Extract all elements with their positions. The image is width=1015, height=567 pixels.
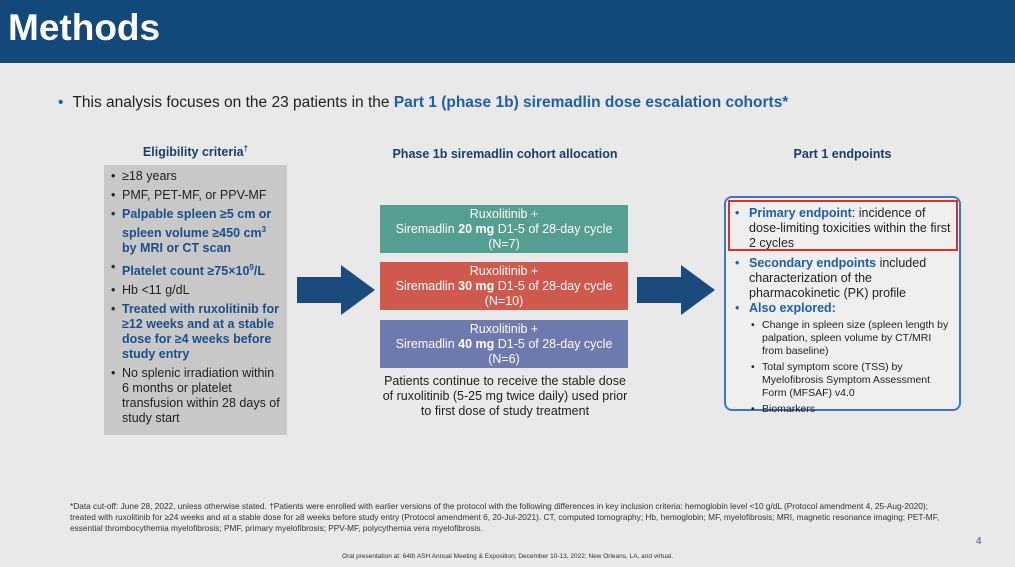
ruxolitinib-note: Patients continue to receive the stable dose of ruxolitinib (5-25 mg twice daily) used prior to first dose of study treatment	[382, 374, 628, 418]
cohort-box-40mg	[380, 320, 628, 368]
citation: Oral presentation at: 64th ASH Annual Meeting & Exposition; December 10-13, 2022; New Orleans, LA, and virtual.	[342, 553, 673, 560]
explored-item: • Change in spleen size (spleen length by palpation, spleen volume by CT/MRI from baseline)	[751, 319, 955, 358]
eligibility-item: • Hb <11 g/dL	[110, 283, 282, 298]
bullet-icon: •	[58, 94, 64, 111]
eligibility-title-text: Eligibility criteria	[142, 145, 244, 160]
eligibility-title	[104, 144, 287, 159]
intro-highlight: Part 1 (phase 1b) siremadlin dose escalation cohorts*	[393, 94, 789, 111]
endpoints-title: Part 1 endpoints	[793, 147, 892, 161]
also-explored: • Also explored:	[733, 301, 955, 316]
cohort-box-20mg	[380, 205, 628, 253]
cohort-dose-line: Siremadlin 40 mg D1-5 of 28-day cycle	[395, 337, 613, 351]
allocation-title: Phase 1b siremadlin cohort allocation	[392, 147, 618, 161]
cohort-line1: Ruxolitinib +	[469, 322, 539, 336]
footnote: *Data cut-off: June 28, 2022, unless otherwise stated. †Patients were enrolled with earlier versions of the protocol with the following differences in key inclusion criteria: hemoglobin level <10 g/dL (Protocol amendment 4, 25-Aug-2020); treated with ruxolitinib for ≥24 weeks and at a stable dose for ≥8 weeks before study entry (Protocol amendment 6, 20-Jul-2021). CT, computed tomography; Hb, hemoglobin; MF, myelofibrosis; MRI, magnetic resonance imaging; PET-MF, essential thrombocythemia myelofibrosis; PMF, primary myelofibrosis; PPV-MF, polycythemia vera myelofibrosis.	[70, 501, 940, 533]
cohort-dose-line: Siremadlin 20 mg D1-5 of 28-day cycle	[395, 222, 613, 236]
explored-item: • Total symptom score (TSS) by Myelofibrosis Symptom Assessment Form (MFSAF) v4.0	[751, 361, 955, 400]
primary-endpoint-highlight-box	[728, 200, 958, 251]
cohort-line1: Ruxolitinib +	[469, 207, 539, 221]
header-bar	[0, 0, 1015, 63]
eligibility-item: • Treated with ruxolitinib for ≥12 weeks and at a stable dose for ≥4 weeks before study entry	[110, 302, 282, 362]
secondary-endpoints: • Secondary endpoints included characterization of the pharmacokinetic (PK) profile	[733, 256, 955, 301]
cohort-line1: Ruxolitinib +	[469, 264, 539, 278]
eligibility-item: • PMF, PET-MF, or PPV-MF	[110, 188, 282, 203]
explored-list	[751, 319, 955, 416]
primary-endpoint: • Primary endpoint: incidence of dose-limiting toxicities within the first 2 cycles	[733, 206, 955, 251]
right-arrow-icon	[637, 265, 715, 315]
cohort-box-30mg	[380, 262, 628, 310]
cohort-dose-line: Siremadlin 30 mg D1-5 of 28-day cycle	[395, 279, 613, 293]
eligibility-item: • Palpable spleen ≥5 cm or spleen volume ≥450 $cm^3$ by MRI or CT scan	[110, 207, 282, 256]
eligibility-item: • Platelet count $\ge 75\times 10^9/L$	[110, 260, 282, 279]
explored-item: • Biomarkers	[751, 403, 955, 416]
eligibility-panel	[104, 165, 287, 435]
eligibility-item: • ≥18 years	[110, 169, 282, 184]
right-arrow-icon	[297, 265, 375, 315]
cohort-n: (N=7)	[488, 237, 520, 251]
intro-bullet	[58, 94, 788, 112]
cohort-n: (N=10)	[484, 294, 524, 308]
page-number: 4	[976, 536, 982, 547]
cohort-n: (N=6)	[488, 352, 520, 366]
page-title: Methods	[8, 7, 161, 48]
eligibility-item: • No splenic irradiation within 6 months or platelet transfusion within 28 days of study start	[110, 366, 282, 426]
eligibility-title-sup: †	[243, 144, 249, 153]
intro-text: This analysis focuses on the 23 patients in the	[72, 94, 394, 111]
